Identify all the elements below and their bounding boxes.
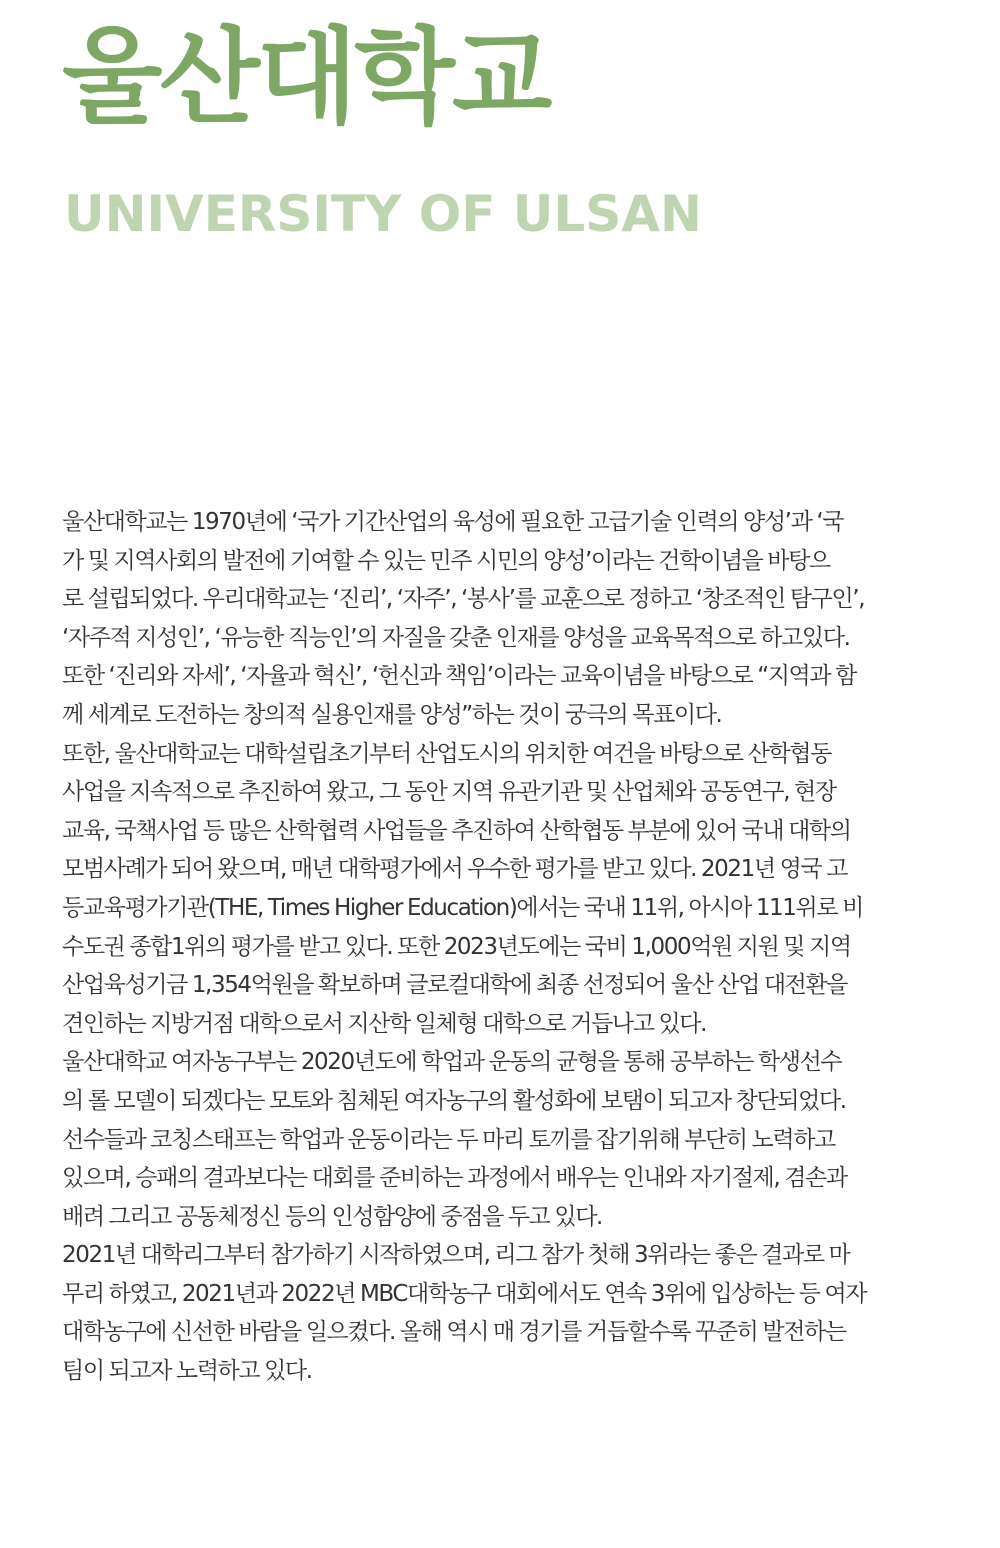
description-line: 또한 ‘진리와 자세’, ‘자율과 혁신’, ‘헌신과 책임’이라는 교육이념을 바탕으로 “지역과 함 xyxy=(62,663,856,690)
description-line: 교육, 국책사업 등 많은 산학협력 사업들을 추진하여 산학협동 부분에 있어 국내 대학의 xyxy=(62,817,851,844)
description-line: 대학농구에 신선한 바람을 일으켰다. 올해 역시 매 경기를 거듭할수록 꾸준히 발전하는 xyxy=(62,1319,846,1346)
description-line: 또한, 울산대학교는 대학설립초기부터 산업도시의 위치한 여건을 바탕으로 산학협동 xyxy=(62,740,831,767)
description-line: 무리 하였고, 2021년과 2022년 MBC대학농구 대회에서도 연속 3위에 입상하는 등 여자 xyxy=(62,1280,867,1307)
description-line: 있으며, 승패의 결과보다는 대회를 준비하는 과정에서 배우는 인내와 자기절제, 겸손과 xyxy=(62,1165,847,1192)
description-line: 산업육성기금 1,354억원을 확보하며 글로컬대학에 최종 선정되어 울산 산업 대전환을 xyxy=(62,972,848,999)
description-line: ‘자주적 지성인’, ‘유능한 직능인’의 자질을 갖춘 인재를 양성을 교육목적으로 하고있다. xyxy=(62,624,850,651)
description-line: 로 설립되었다. 우리대학교는 ‘진리’, ‘자주’, ‘봉사’를 교훈으로 정하고 ‘창조적인 탐구인’, xyxy=(62,586,865,613)
description-line: 선수들과 코칭스태프는 학업과 운동이라는 두 마리 토끼를 잡기위해 부단히 노력하고 xyxy=(62,1126,835,1153)
description-line: 가 및 지역사회의 발전에 기여할 수 있는 민주 시민의 양성’이라는 건학이념을 바탕으 xyxy=(62,547,830,574)
description-line: 께 세계로 도전하는 창의적 실용인재를 양성”하는 것이 궁극의 목표이다. xyxy=(62,701,722,728)
description-line: 수도권 종합1위의 평가를 받고 있다. 또한 2023년도에는 국비 1,000억원 지원 및 지역 xyxy=(62,933,851,960)
description-line: 2021년 대학리그부터 참가하기 시작하였으며, 리그 참가 첫해 3위라는 좋은 결과로 마 xyxy=(62,1242,850,1269)
description-line: 팀이 되고자 노력하고 있다. xyxy=(62,1358,312,1385)
description-line: 사업을 지속적으로 추진하여 왔고, 그 동안 지역 유관기관 및 산업체와 공동연구, 현장 xyxy=(62,779,836,806)
description-line: 의 롤 모델이 되겠다는 모토와 침체된 여자농구의 활성화에 보탬이 되고자 창단되었다. xyxy=(62,1087,846,1114)
description-line: 견인하는 지방거점 대학으로서 지산학 일체형 대학으로 거듭나고 있다. xyxy=(62,1010,707,1037)
description-line: 배려 그리고 공동체정신 등의 인성함양에 중점을 두고 있다. xyxy=(62,1203,602,1230)
description-line: 등교육평가기관(THE, Times Higher Education)에서는 국내 11위, 아시아 111위로 비 xyxy=(62,894,863,921)
description-line: 모범사례가 되어 왔으며, 매년 대학평가에서 우수한 평가를 받고 있다. 2021년 영국 고 xyxy=(62,856,847,883)
description-line: 울산대학교는 1970년에 ‘국가 기간산업의 육성에 필요한 고급기술 인력의 양성’과 ‘국 xyxy=(62,509,844,535)
university-title-korean: 울산대학교 xyxy=(62,16,550,138)
university-description xyxy=(62,503,952,1391)
description-line: 울산대학교 여자농구부는 2020년도에 학업과 운동의 균형을 통해 공부하는 학생선수 xyxy=(62,1049,842,1076)
university-title-english: UNIVERSITY OF ULSAN xyxy=(64,185,702,243)
